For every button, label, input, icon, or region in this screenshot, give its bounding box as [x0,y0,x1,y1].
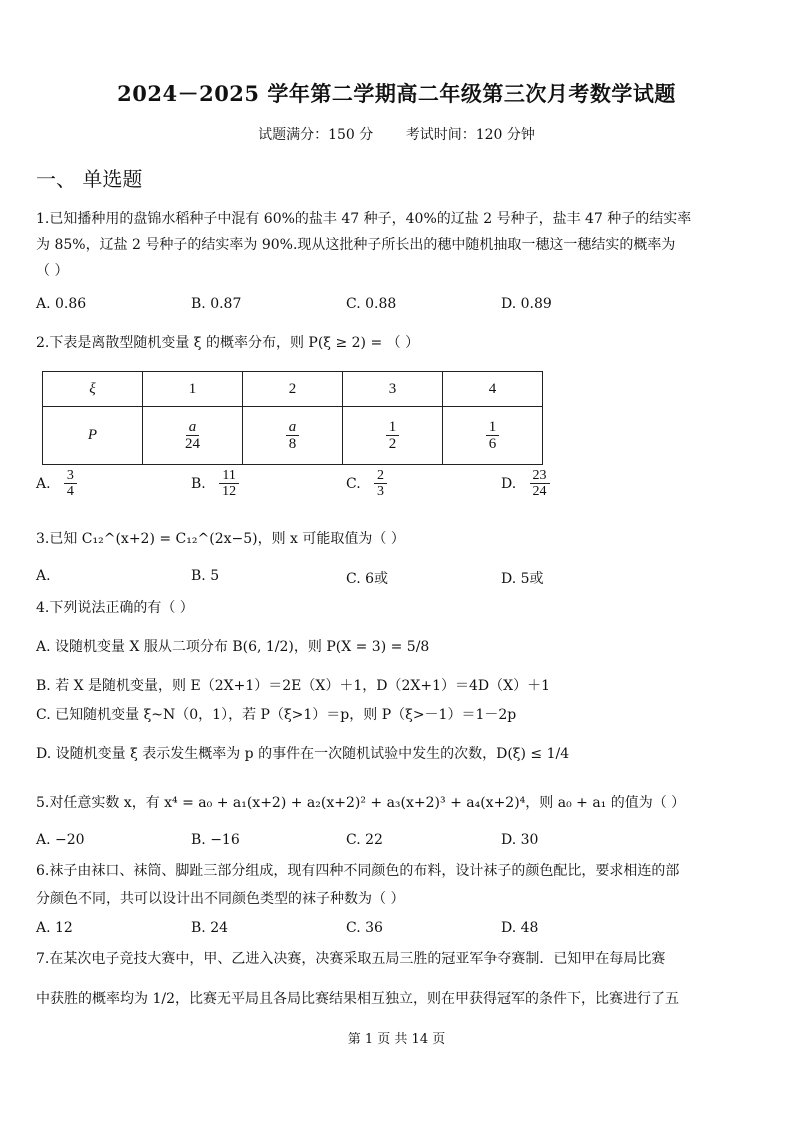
option-d[interactable]: D. 5或 [501,571,544,587]
table-cell [143,407,243,465]
table-cell: ξ [43,372,143,407]
numerator: 3 [64,468,77,484]
denominator: 24 [185,436,200,452]
page-title: 2024－2025 学年第二学期高二年级第三次月考数学试题 [117,81,676,106]
q4-option-d[interactable]: D. 设随机变量 ξ 表示发生概率为 p 的事件在一次随机试验中发生的次数，D(ξ) ≤ 1/4 [36,746,570,762]
option-c[interactable]: C. 6或 [346,571,389,587]
table-cell: 4 [443,372,543,407]
option-d[interactable]: D. 48 [501,920,539,936]
table-cell [443,407,543,465]
denominator: 8 [288,436,297,452]
distribution-table [42,371,543,465]
denominator: 4 [66,484,74,500]
option-d[interactable]: D. 30 [501,832,539,848]
option-a[interactable] [36,468,191,500]
numerator: 11 [219,468,238,484]
option-a[interactable]: A. 0.86 [36,296,87,312]
q6-line2: 分颜色不同，共可以设计出不同颜色类型的袜子种数为（ ） [36,891,405,907]
option-label: C. [346,475,361,492]
option-a[interactable]: A. 12 [36,920,73,936]
option-label: A. [36,475,51,492]
denominator: 3 [377,484,385,500]
option-b[interactable]: B. 24 [191,920,229,936]
q6-options [36,920,756,936]
exam-time: 考试时间：120 分钟 [405,127,535,143]
q7-line2: 中获胜的概率均为 1/2，比赛无平局且各局比赛结果相互独立，则在甲获得冠军的条件下，比赛进行了五 [36,991,679,1007]
full-score: 试题满分：150 分 [258,127,374,143]
numerator: a [286,419,300,437]
table-cell: P [43,407,143,465]
option-d[interactable] [501,468,656,500]
option-a[interactable]: A. [36,568,51,584]
q3-text: 3.已知 C₁₂^(x+2) = C₁₂^(2x−5)，则 x 可能取值为（ ） [36,531,405,547]
numerator: 2 [374,468,387,484]
q4-text: 4.下列说法正确的有（ ） [36,600,194,616]
q7-line1: 7.在某次电子竞技大赛中，甲、乙进入决赛，决赛采取五局三胜的冠亚军争夺赛制．已知甲在每局比赛 [36,951,666,967]
q1-line3: （ ） [36,263,69,279]
denominator: 6 [488,436,497,452]
numerator: 23 [530,468,550,484]
q4-option-b[interactable]: B. 若 X 是随机变量，则 E（2X+1）＝2E（X）＋1，D（2X+1）＝4D（X）＋1 [36,678,550,694]
table-cell [243,407,343,465]
q1-line2: 为 85%，辽盐 2 号种子的结实率为 90%.现从这批种子所长出的穗中随机抽取一穗这一穗结实的概率为 [36,237,676,253]
option-label: D. [501,475,517,492]
option-a[interactable]: A. −20 [36,832,85,848]
denominator: 2 [388,436,397,452]
option-c[interactable]: C. 0.88 [346,296,397,312]
numerator: 1 [486,419,500,437]
option-c[interactable]: C. 22 [346,832,383,848]
q5-text: 5.对任意实数 x，有 x⁴ = a₀ + a₁(x+2) + a₂(x+2)² + a₃(x+2)³ + a₄(x+2)⁴，则 a₀ + a₁ 的值为（ ） [36,795,686,811]
option-b[interactable] [191,468,346,500]
q5-options [36,832,756,848]
table-cell: 1 [143,372,243,407]
exam-info [0,124,793,144]
numerator: 1 [386,419,400,437]
q1-line1: 1.已知播种用的盘锦水稻种子中混有 60%的盐丰 47 种子，40%的辽盐 2 号种子，盐丰 47 种子的结实率 [36,211,692,227]
table-cell: 2 [243,372,343,407]
denominator: 24 [532,484,547,500]
page-footer: 第 1 页 共 14 页 [347,1032,446,1047]
option-c[interactable]: C. 36 [346,920,383,936]
q4-option-c[interactable]: C. 已知随机变量 ξ~N（0，1），若 P（ξ>1）＝p，则 P（ξ>－1）＝1－2p [36,707,517,723]
option-b[interactable]: B. 0.87 [191,296,242,312]
q6-line1: 6.袜子由袜口、袜筒、脚趾三部分组成，现有四种不同颜色的布料，设计袜子的颜色配比，要求相连的部 [36,863,680,879]
table-cell [343,407,443,465]
q4-option-a[interactable]: A. 设随机变量 X 服从二项分布 B(6, 1/2)，则 P(X = 3) = 5/8 [36,639,430,655]
q1-options [36,296,756,312]
numerator: a [186,419,200,437]
option-c[interactable] [346,468,501,500]
denominator: 12 [222,484,237,500]
q2-options [36,468,756,500]
q3-options [36,568,756,588]
option-b[interactable]: B. 5 [191,568,220,584]
option-d[interactable]: D. 0.89 [501,296,552,312]
q2-text: 2.下表是离散型随机变量 ξ 的概率分布，则 P(ξ ≥ 2) = （ ） [36,335,420,351]
option-label: B. [191,475,206,492]
table-cell: 3 [343,372,443,407]
option-b[interactable]: B. −16 [191,832,240,848]
section-heading: 一、 单选题 [36,167,143,191]
